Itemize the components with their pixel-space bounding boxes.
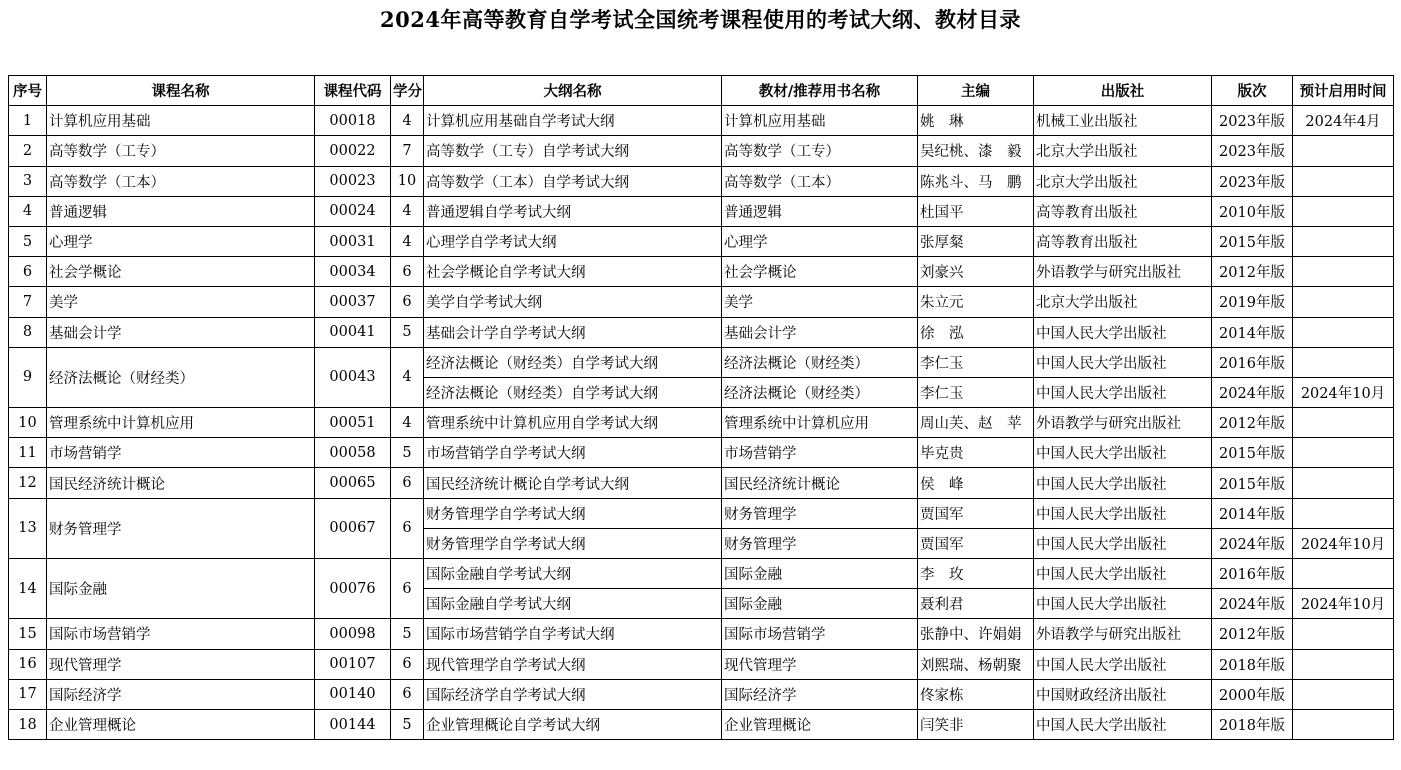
table-row [9, 559, 1394, 589]
cell-edition: 2024年版 [1212, 377, 1293, 407]
cell-credit: 6 [391, 257, 424, 287]
cell-edition: 2024年版 [1212, 528, 1293, 558]
cell-no: 7 [9, 287, 47, 317]
cell-editor: 吴纪桃、漆 毅 [918, 136, 1034, 166]
cell-no: 11 [9, 438, 47, 468]
cell-editor: 佟家栋 [918, 679, 1034, 709]
cell-edition: 2012年版 [1212, 408, 1293, 438]
cell-publisher: 中国人民大学出版社 [1034, 438, 1212, 468]
cell-publisher: 北京大学出版社 [1034, 287, 1212, 317]
cell-no: 17 [9, 679, 47, 709]
cell-editor: 李仁玉 [918, 347, 1034, 377]
cell-outline: 现代管理学自学考试大纲 [424, 649, 722, 679]
cell-credit: 6 [391, 287, 424, 317]
cell-start-time [1293, 438, 1394, 468]
table-row [9, 317, 1394, 347]
cell-credit: 4 [391, 106, 424, 136]
cell-outline: 国际金融自学考试大纲 [424, 559, 722, 589]
cell-start-time [1293, 136, 1394, 166]
cell-outline: 财务管理学自学考试大纲 [424, 528, 722, 558]
header-no: 序号 [9, 76, 47, 106]
cell-credit: 6 [391, 649, 424, 679]
cell-outline: 基础会计学自学考试大纲 [424, 317, 722, 347]
cell-edition: 2024年版 [1212, 589, 1293, 619]
cell-start-time [1293, 468, 1394, 498]
cell-course-name: 普通逻辑 [47, 196, 315, 226]
table-row [9, 287, 1394, 317]
cell-editor: 朱立元 [918, 287, 1034, 317]
cell-edition: 2015年版 [1212, 438, 1293, 468]
cell-start-time [1293, 196, 1394, 226]
cell-course-name: 高等数学（工本） [47, 166, 315, 196]
cell-publisher: 中国人民大学出版社 [1034, 377, 1212, 407]
cell-textbook: 美学 [722, 287, 918, 317]
cell-edition: 2023年版 [1212, 106, 1293, 136]
header-outline: 大纲名称 [424, 76, 722, 106]
cell-editor: 贾国军 [918, 528, 1034, 558]
cell-start-time: 2024年4月 [1293, 106, 1394, 136]
cell-publisher: 机械工业出版社 [1034, 106, 1212, 136]
cell-edition: 2012年版 [1212, 257, 1293, 287]
cell-course-code: 00043 [315, 347, 391, 407]
cell-credit: 10 [391, 166, 424, 196]
table-row [9, 136, 1394, 166]
cell-textbook: 国际市场营销学 [722, 619, 918, 649]
cell-editor: 聂利君 [918, 589, 1034, 619]
cell-editor: 李仁玉 [918, 377, 1034, 407]
cell-publisher: 北京大学出版社 [1034, 166, 1212, 196]
cell-edition: 2000年版 [1212, 679, 1293, 709]
cell-edition: 2016年版 [1212, 559, 1293, 589]
table-row [9, 649, 1394, 679]
cell-course-code: 00024 [315, 196, 391, 226]
cell-edition: 2016年版 [1212, 347, 1293, 377]
cell-editor: 杜国平 [918, 196, 1034, 226]
cell-course-code: 00098 [315, 619, 391, 649]
cell-start-time: 2024年10月 [1293, 377, 1394, 407]
cell-start-time [1293, 679, 1394, 709]
cell-edition: 2015年版 [1212, 226, 1293, 256]
table-row [9, 106, 1394, 136]
cell-no: 15 [9, 619, 47, 649]
cell-credit: 5 [391, 709, 424, 739]
cell-publisher: 中国人民大学出版社 [1034, 589, 1212, 619]
cell-edition: 2015年版 [1212, 468, 1293, 498]
cell-edition: 2018年版 [1212, 709, 1293, 739]
cell-textbook: 社会学概论 [722, 257, 918, 287]
cell-outline: 国际市场营销学自学考试大纲 [424, 619, 722, 649]
cell-edition: 2010年版 [1212, 196, 1293, 226]
cell-course-name: 计算机应用基础 [47, 106, 315, 136]
cell-course-name: 高等数学（工专） [47, 136, 315, 166]
cell-publisher: 外语教学与研究出版社 [1034, 408, 1212, 438]
cell-course-code: 00144 [315, 709, 391, 739]
cell-start-time [1293, 559, 1394, 589]
cell-no: 9 [9, 347, 47, 407]
cell-outline: 经济法概论（财经类）自学考试大纲 [424, 377, 722, 407]
cell-credit: 5 [391, 438, 424, 468]
cell-no: 16 [9, 649, 47, 679]
cell-start-time [1293, 709, 1394, 739]
cell-outline: 高等数学（工本）自学考试大纲 [424, 166, 722, 196]
cell-course-code: 00065 [315, 468, 391, 498]
cell-credit: 4 [391, 408, 424, 438]
cell-course-name: 美学 [47, 287, 315, 317]
cell-outline: 国际金融自学考试大纲 [424, 589, 722, 619]
cell-start-time [1293, 226, 1394, 256]
cell-outline: 国际经济学自学考试大纲 [424, 679, 722, 709]
cell-edition: 2019年版 [1212, 287, 1293, 317]
cell-credit: 5 [391, 619, 424, 649]
cell-textbook: 高等数学（工本） [722, 166, 918, 196]
cell-editor: 毕克贵 [918, 438, 1034, 468]
header-row [9, 76, 1394, 106]
table-row [9, 196, 1394, 226]
cell-no: 10 [9, 408, 47, 438]
cell-textbook: 经济法概论（财经类） [722, 347, 918, 377]
cell-textbook: 企业管理概论 [722, 709, 918, 739]
table-row [9, 257, 1394, 287]
header-edition: 版次 [1212, 76, 1293, 106]
cell-outline: 企业管理概论自学考试大纲 [424, 709, 722, 739]
cell-edition: 2014年版 [1212, 498, 1293, 528]
cell-editor: 张静中、许娟娟 [918, 619, 1034, 649]
cell-outline: 计算机应用基础自学考试大纲 [424, 106, 722, 136]
cell-course-code: 00018 [315, 106, 391, 136]
table-row [9, 468, 1394, 498]
cell-course-code: 00022 [315, 136, 391, 166]
cell-editor: 周山芙、赵 苹 [918, 408, 1034, 438]
cell-publisher: 中国人民大学出版社 [1034, 649, 1212, 679]
cell-no: 13 [9, 498, 47, 558]
cell-no: 5 [9, 226, 47, 256]
cell-publisher: 中国人民大学出版社 [1034, 468, 1212, 498]
cell-publisher: 高等教育出版社 [1034, 226, 1212, 256]
cell-start-time: 2024年10月 [1293, 589, 1394, 619]
page-title: 2024年高等教育自学考试全国统考课程使用的考试大纲、教材目录 [380, 7, 1021, 32]
cell-credit: 6 [391, 679, 424, 709]
cell-textbook: 市场营销学 [722, 438, 918, 468]
cell-start-time [1293, 347, 1394, 377]
cell-textbook: 经济法概论（财经类） [722, 377, 918, 407]
cell-no: 1 [9, 106, 47, 136]
cell-outline: 高等数学（工专）自学考试大纲 [424, 136, 722, 166]
cell-publisher: 高等教育出版社 [1034, 196, 1212, 226]
cell-publisher: 中国人民大学出版社 [1034, 498, 1212, 528]
table-row [9, 166, 1394, 196]
cell-outline: 美学自学考试大纲 [424, 287, 722, 317]
cell-course-code: 00067 [315, 498, 391, 558]
cell-course-code: 00031 [315, 226, 391, 256]
cell-outline: 社会学概论自学考试大纲 [424, 257, 722, 287]
cell-edition: 2018年版 [1212, 649, 1293, 679]
table-row [9, 709, 1394, 739]
cell-editor: 张厚粲 [918, 226, 1034, 256]
cell-editor: 陈兆斗、马 鹏 [918, 166, 1034, 196]
cell-credit: 4 [391, 226, 424, 256]
header-start-time: 预计启用时间 [1293, 76, 1394, 106]
cell-start-time [1293, 287, 1394, 317]
cell-no: 3 [9, 166, 47, 196]
cell-start-time: 2024年10月 [1293, 528, 1394, 558]
cell-textbook: 计算机应用基础 [722, 106, 918, 136]
cell-course-name: 心理学 [47, 226, 315, 256]
cell-textbook: 国际金融 [722, 559, 918, 589]
cell-textbook: 管理系统中计算机应用 [722, 408, 918, 438]
table-row [9, 347, 1394, 377]
cell-publisher: 中国人民大学出版社 [1034, 317, 1212, 347]
cell-outline: 经济法概论（财经类）自学考试大纲 [424, 347, 722, 377]
cell-textbook: 现代管理学 [722, 649, 918, 679]
cell-publisher: 外语教学与研究出版社 [1034, 257, 1212, 287]
cell-credit: 4 [391, 347, 424, 407]
cell-outline: 管理系统中计算机应用自学考试大纲 [424, 408, 722, 438]
cell-course-name: 市场营销学 [47, 438, 315, 468]
course-table [8, 75, 1394, 740]
cell-publisher: 中国人民大学出版社 [1034, 709, 1212, 739]
cell-textbook: 国际金融 [722, 589, 918, 619]
header-editor: 主编 [918, 76, 1034, 106]
header-course-code: 课程代码 [315, 76, 391, 106]
cell-start-time [1293, 498, 1394, 528]
cell-no: 6 [9, 257, 47, 287]
cell-course-code: 00140 [315, 679, 391, 709]
cell-textbook: 基础会计学 [722, 317, 918, 347]
cell-editor: 李 玫 [918, 559, 1034, 589]
cell-start-time [1293, 257, 1394, 287]
table-row [9, 438, 1394, 468]
cell-start-time [1293, 166, 1394, 196]
cell-textbook: 心理学 [722, 226, 918, 256]
cell-outline: 市场营销学自学考试大纲 [424, 438, 722, 468]
cell-outline: 普通逻辑自学考试大纲 [424, 196, 722, 226]
cell-course-code: 00107 [315, 649, 391, 679]
cell-publisher: 中国人民大学出版社 [1034, 528, 1212, 558]
table-row [9, 498, 1394, 528]
cell-course-code: 00037 [315, 287, 391, 317]
cell-credit: 7 [391, 136, 424, 166]
header-textbook: 教材/推荐用书名称 [722, 76, 918, 106]
cell-editor: 闫笑非 [918, 709, 1034, 739]
cell-course-code: 00051 [315, 408, 391, 438]
cell-credit: 6 [391, 498, 424, 558]
cell-course-code: 00076 [315, 559, 391, 619]
header-credit: 学分 [391, 76, 424, 106]
cell-editor: 姚 琳 [918, 106, 1034, 136]
cell-publisher: 中国财政经济出版社 [1034, 679, 1212, 709]
cell-editor: 徐 泓 [918, 317, 1034, 347]
cell-publisher: 中国人民大学出版社 [1034, 559, 1212, 589]
cell-no: 14 [9, 559, 47, 619]
cell-edition: 2023年版 [1212, 136, 1293, 166]
cell-outline: 财务管理学自学考试大纲 [424, 498, 722, 528]
cell-start-time [1293, 408, 1394, 438]
cell-publisher: 中国人民大学出版社 [1034, 347, 1212, 377]
cell-outline: 国民经济统计概论自学考试大纲 [424, 468, 722, 498]
cell-textbook: 财务管理学 [722, 528, 918, 558]
cell-course-code: 00041 [315, 317, 391, 347]
header-publisher: 出版社 [1034, 76, 1212, 106]
cell-credit: 5 [391, 317, 424, 347]
cell-publisher: 北京大学出版社 [1034, 136, 1212, 166]
cell-textbook: 普通逻辑 [722, 196, 918, 226]
cell-textbook: 国际经济学 [722, 679, 918, 709]
cell-editor: 侯 峰 [918, 468, 1034, 498]
cell-credit: 6 [391, 559, 424, 619]
cell-editor: 刘豪兴 [918, 257, 1034, 287]
cell-credit: 4 [391, 196, 424, 226]
cell-course-name: 基础会计学 [47, 317, 315, 347]
cell-course-code: 00023 [315, 166, 391, 196]
cell-publisher: 外语教学与研究出版社 [1034, 619, 1212, 649]
cell-textbook: 高等数学（工专） [722, 136, 918, 166]
cell-course-name: 国际市场营销学 [47, 619, 315, 649]
cell-course-name: 国际经济学 [47, 679, 315, 709]
cell-no: 4 [9, 196, 47, 226]
cell-course-name: 财务管理学 [47, 498, 315, 558]
cell-credit: 6 [391, 468, 424, 498]
cell-course-name: 现代管理学 [47, 649, 315, 679]
cell-edition: 2012年版 [1212, 619, 1293, 649]
cell-course-code: 00058 [315, 438, 391, 468]
cell-editor: 刘熙瑞、杨朝聚 [918, 649, 1034, 679]
cell-edition: 2023年版 [1212, 166, 1293, 196]
cell-course-name: 企业管理概论 [47, 709, 315, 739]
cell-course-name: 社会学概论 [47, 257, 315, 287]
cell-edition: 2014年版 [1212, 317, 1293, 347]
table-row [9, 679, 1394, 709]
table-row [9, 226, 1394, 256]
cell-course-name: 管理系统中计算机应用 [47, 408, 315, 438]
cell-outline: 心理学自学考试大纲 [424, 226, 722, 256]
cell-textbook: 财务管理学 [722, 498, 918, 528]
cell-course-name: 国际金融 [47, 559, 315, 619]
cell-editor: 贾国军 [918, 498, 1034, 528]
cell-course-name: 经济法概论（财经类） [47, 347, 315, 407]
header-course-name: 课程名称 [47, 76, 315, 106]
cell-start-time [1293, 619, 1394, 649]
cell-no: 8 [9, 317, 47, 347]
cell-course-name: 国民经济统计概论 [47, 468, 315, 498]
cell-textbook: 国民经济统计概论 [722, 468, 918, 498]
cell-start-time [1293, 649, 1394, 679]
table-row [9, 619, 1394, 649]
cell-no: 18 [9, 709, 47, 739]
table-row [9, 408, 1394, 438]
cell-no: 2 [9, 136, 47, 166]
cell-no: 12 [9, 468, 47, 498]
cell-start-time [1293, 317, 1394, 347]
cell-course-code: 00034 [315, 257, 391, 287]
